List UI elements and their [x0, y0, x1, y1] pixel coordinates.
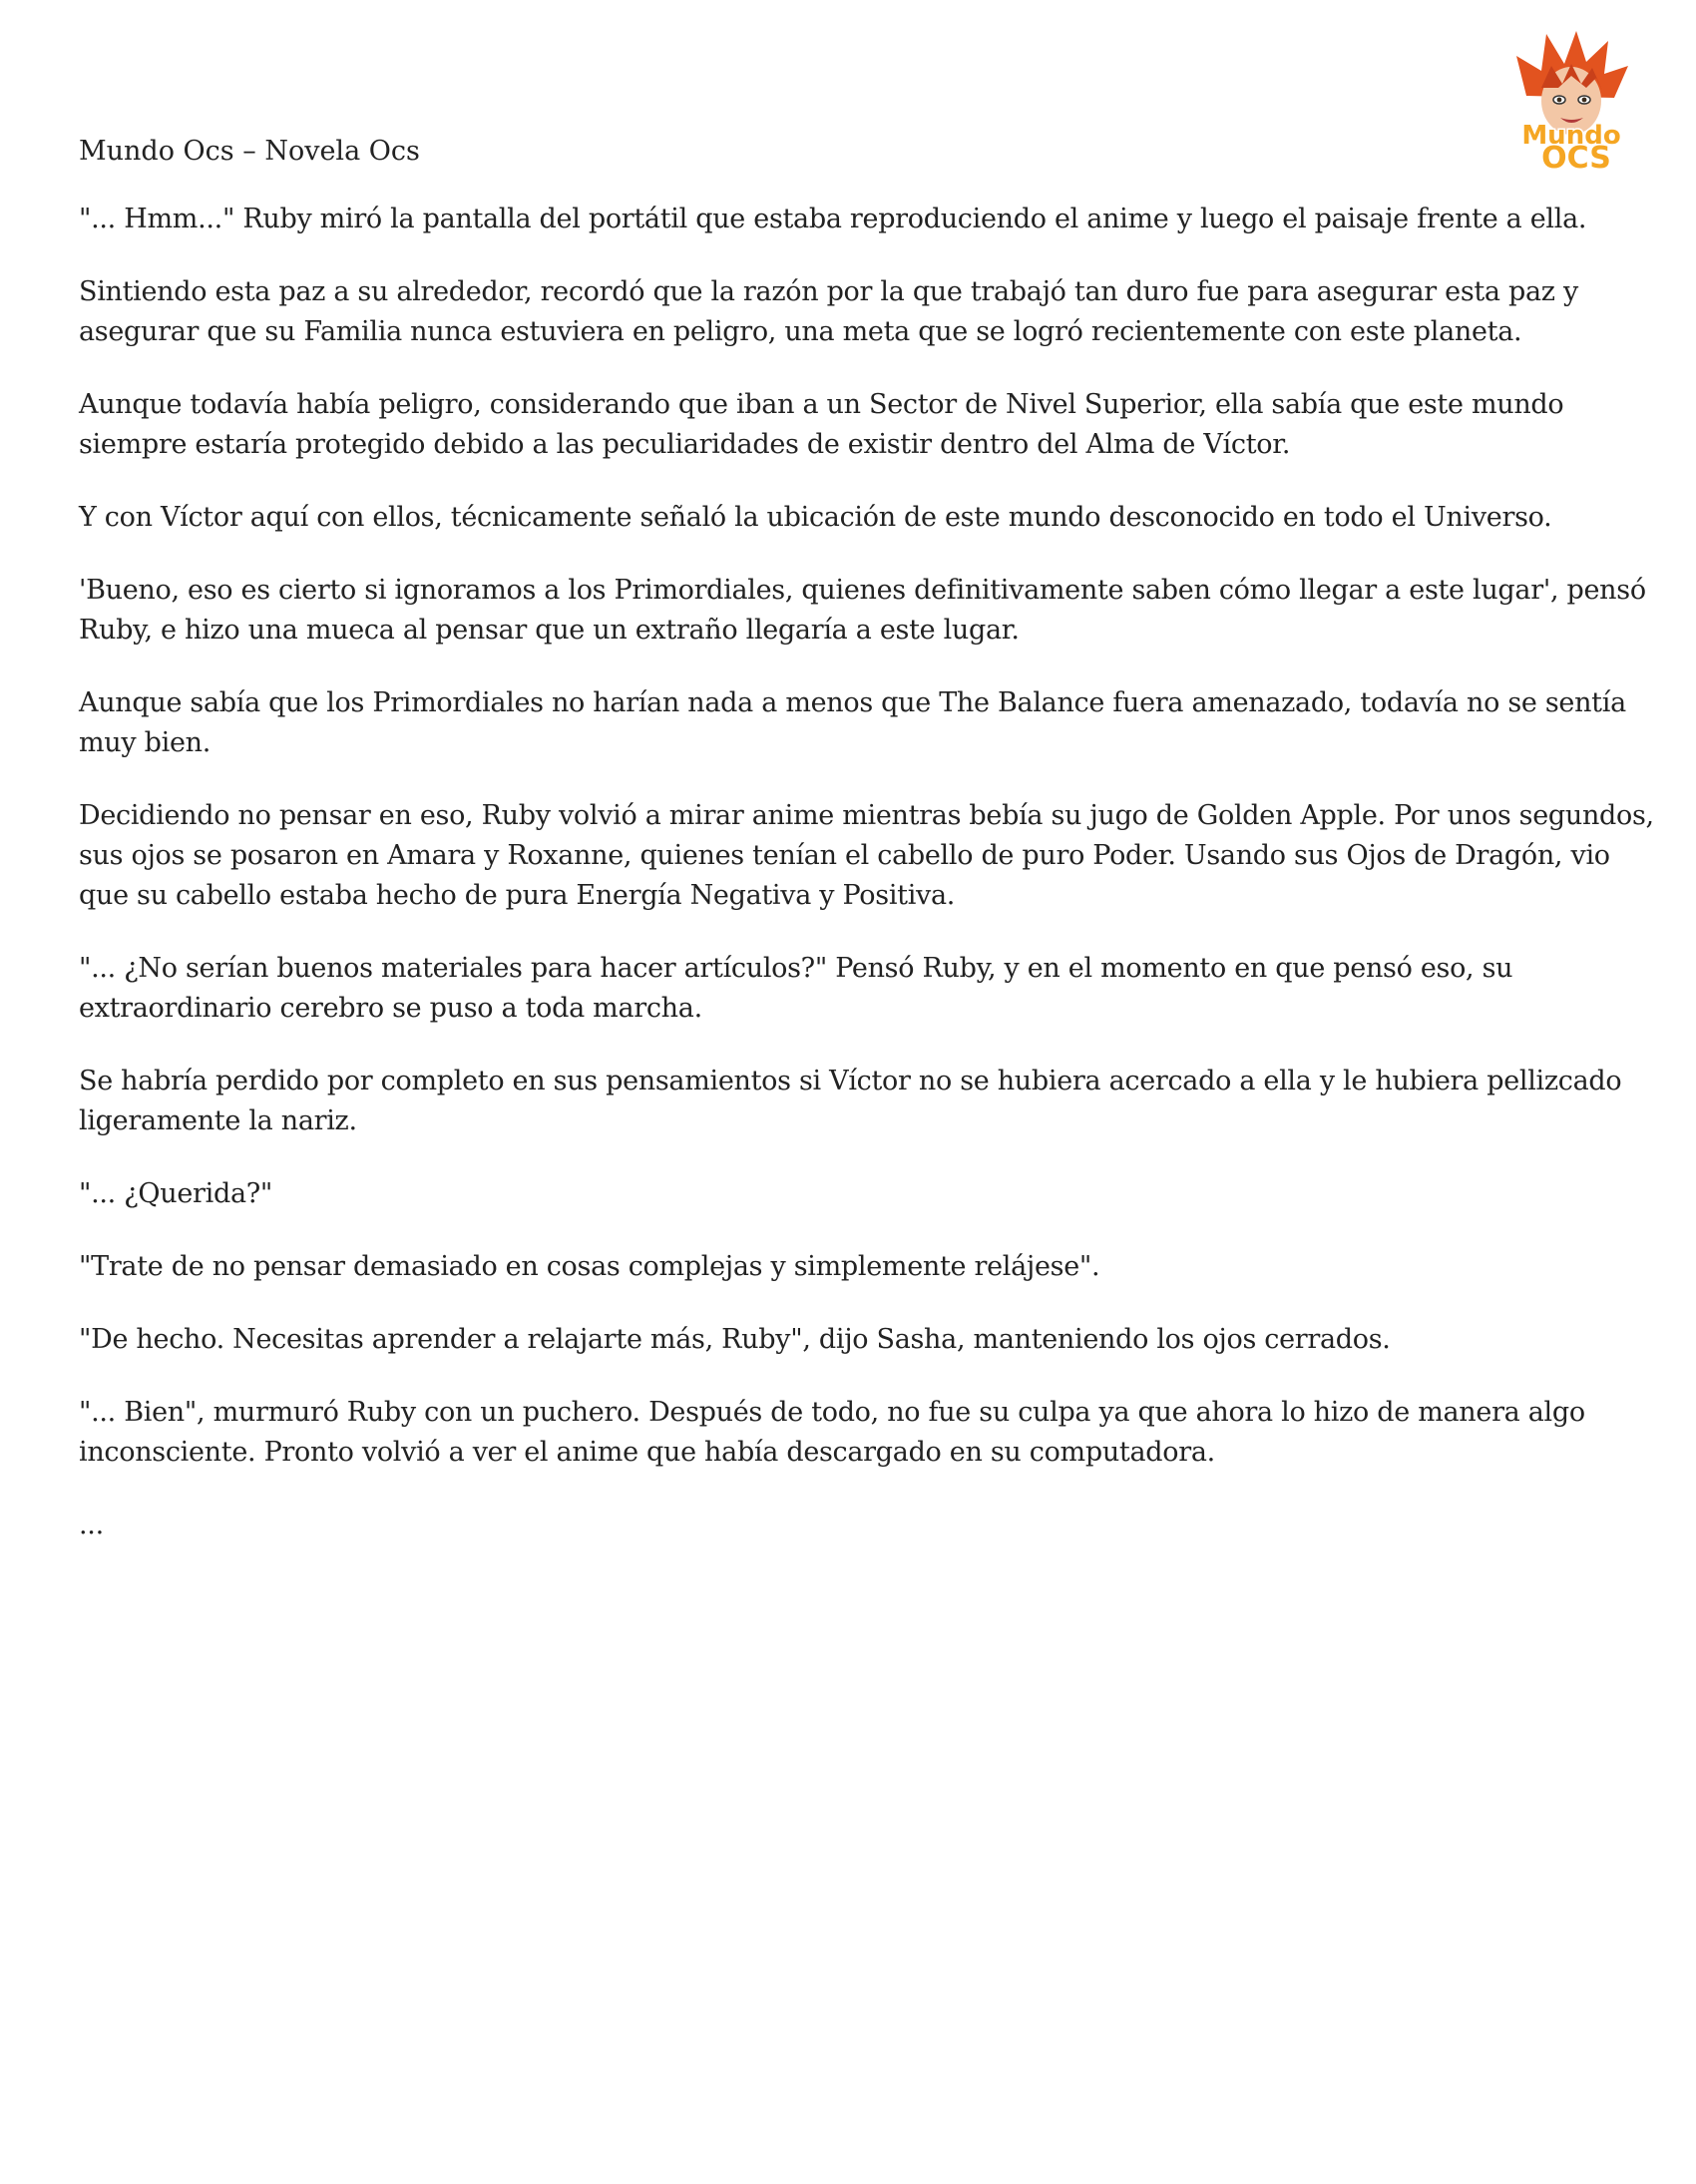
paragraph: Aunque sabía que los Primordiales no harían nada a menos que The Balance fuera amenazado, todavía no se sentía muy bien. — [79, 687, 1626, 758]
paragraph: "De hecho. Necesitas aprender a relajarte más, Ruby", dijo Sasha, manteniendo los ojos cerrados. — [79, 1324, 1391, 1355]
paragraph: "... ¿No serían buenos materiales para hacer artículos?" Pensó Ruby, y en el momento en que pensó eso, su extraordinario cerebro se puso a toda marcha. — [79, 953, 1513, 1024]
paragraph: Sintiendo esta paz a su alrededor, recordó que la razón por la que trabajó tan duro fue para asegurar esta paz y asegurar que su Familia nunca estuviera en peligro, una meta que se logró recientemente con este planeta. — [79, 276, 1578, 347]
paragraph: "... ¿Querida?" — [79, 1178, 273, 1209]
paragraph: "... Bien", murmuró Ruby con un puchero. Después de todo, no fue su culpa ya que ahora lo hizo de manera algo inconsciente. Pronto volvió a ver el anime que había descargado en su computadora. — [79, 1397, 1585, 1468]
svg-text:OCS: OCS — [1541, 141, 1611, 176]
novel-text — [79, 200, 1655, 1578]
page-title: Mundo Ocs – Novela Ocs — [79, 136, 420, 167]
mundo-ocs-logo — [1496, 26, 1646, 176]
paragraph: 'Bueno, eso es cierto si ignoramos a los Primordiales, quienes definitivamente saben cómo llegar a este lugar', pensó Ruby, e hizo una mueca al pensar que un extraño llegaría a este lugar. — [79, 575, 1646, 646]
paragraph: Y con Víctor aquí con ellos, técnicamente señaló la ubicación de este mundo desconocido en todo el Universo. — [79, 502, 1552, 533]
svg-text:Mundo: Mundo — [1521, 121, 1621, 151]
paragraph: Se habría perdido por completo en sus pensamientos si Víctor no se hubiera acercado a ella y le hubiera pellizcado ligeramente la nariz. — [79, 1066, 1622, 1136]
paragraph: Aunque todavía había peligro, considerando que iban a un Sector de Nivel Superior, ella sabía que este mundo siempre estaría protegido debido a las peculiaridades de existir dentro del Alma de Víctor. — [79, 389, 1564, 460]
paragraph: "Trate de no pensar demasiado en cosas complejas y simplemente relájese". — [79, 1251, 1100, 1282]
paragraph: "... Hmm..." Ruby miró la pantalla del portátil que estaba reproduciendo el anime y luego el paisaje frente a ella. — [79, 204, 1587, 234]
paragraph: Decidiendo no pensar en eso, Ruby volvió a mirar anime mientras bebía su jugo de Golden Apple. Por unos segundos, sus ojos se posaron en Amara y Roxanne, quienes tenían el cabello de puro Poder. Usando sus Ojos de Dragón, vio que su cabello estaba hecho de pura Energía Negativa y Positiva. — [79, 800, 1654, 911]
ellipsis: ... — [79, 1510, 104, 1540]
logo-lettering — [1496, 26, 1646, 176]
